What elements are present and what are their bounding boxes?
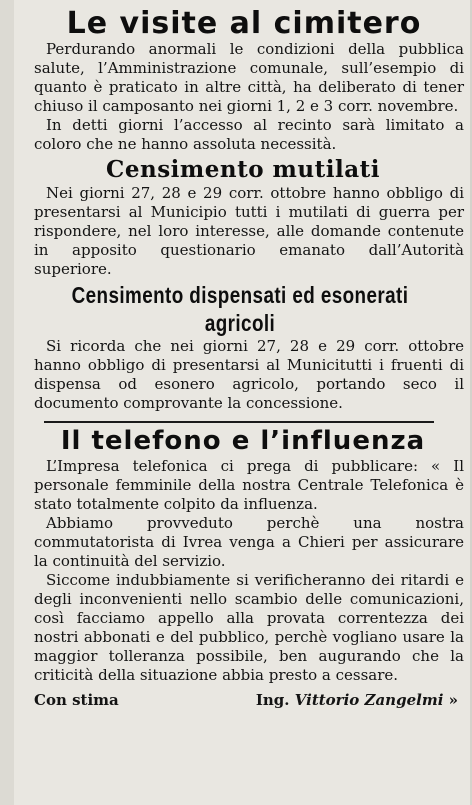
heading-visite-cimitero: Le visite al cimitero [66,6,422,41]
heading-censimento-dispensati: Censimento dispensati ed esonerati agricoli [71,282,409,336]
paragraph-mutilati: Nei giorni 27, 28 e 29 corr. ottobre hanno obbligo di presentarsi al Municipio tutti i mutilati di guerra per rispondere, nel loro interesse, alle domande contenute in apposito questionario emanato dall’Autorità superiore. [34,184,464,278]
paragraph-telefono-1: L’Impresa telefonica ci prega di pubblicare: « Il personale femminile della nostra Centrale Telefonica è stato totalmente colpito da influenza. [34,457,464,513]
page-left-edge [0,0,14,805]
paragraph-visite-1: Perdurando anormali le condizioni della pubblica salute, l’Amministrazione comunale, sull’esempio di quanto è praticato in altre città, ha deliberato di tener chiuso il camposanto nei giorni 1, 2 e 3 corr. novembre. [34,40,464,115]
heading-telefono-influenza: Il telefono e l’influenza [60,426,426,456]
signoff-text: Con stima [34,691,119,709]
closing-quote: » [448,691,458,709]
paragraph-dispensati: Si ricorda che nei giorni 27, 28 e 29 corr. ottobre hanno obbligo di presentarsi al Municitutti i fruenti di dispensa od esonero agricolo, portando seco il documento comprovante la concessione. [34,337,464,412]
paragraph-telefono-2: Abbiamo provveduto perchè una nostra commutatorista di Ivrea venga a Chieri per assicurare la continuità del servizio. [34,514,464,570]
signer [256,691,458,710]
signer-prefix: Ing. [255,691,290,709]
heading-censimento-mutilati: Censimento mutilati [106,156,380,183]
signature-line [34,691,464,710]
paragraph-visite-2: In detti giorni l’accesso al recinto sarà limitato a coloro che ne hanno assoluta necessità. [34,116,464,153]
paragraph-telefono-3: Siccome indubbiamente si verificheranno dei ritardi e degli inconvenienti nello scambio delle comunicazioni, così facciamo appello alla provata correntezza dei nostri abbonati e del pubblico, perchè vogliano usare la maggior tolleranza possibile, ben augurando che la criticità della situazione abbia presto a cessare. [34,571,464,684]
signer-name: Vittorio Zangelmi [294,691,444,709]
section-divider-rule [44,421,434,423]
